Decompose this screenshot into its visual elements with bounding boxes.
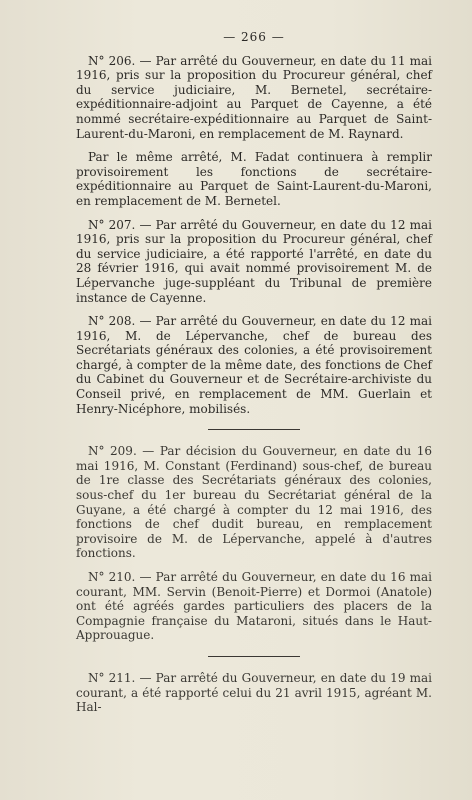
paragraph-211 [76, 671, 432, 715]
paragraph-text: — Par décision du Gouverneur, en date du 16 mai 1916, M. Constant (Ferdinand) sous-chef, de bureau de 1re classe des Secrétariats généraux des colonies, sous-chef du 1er bureau du Secrétariat général de la Guyane, a été chargé à compter du 12 mai 1916, des fonctions de chef dudit bureau, en remplacement provisoire de M. de Lépervanche, appelé à d'autres fonctions. [76, 444, 432, 561]
decree-number: N° 207. [88, 217, 136, 232]
paragraph-210 [76, 570, 432, 643]
decree-number: N° 206. [88, 53, 136, 68]
paragraph-206 [76, 54, 432, 142]
decree-number: N° 211. [88, 670, 136, 685]
decree-number: N° 209. [88, 444, 137, 459]
paragraph-209 [76, 444, 432, 561]
paragraph-text: — Par arrêté du Gouverneur, en date du 12 mai 1916, pris sur la proposition du Procureur général, chef du service judiciaire, a été rapporté l'arrêté, en date du 28 février 1916, qui avait nommé provisoirement M. de Lépervanche juge-suppléant du Tribunal de première instance de Cayenne. [76, 217, 432, 305]
paragraph-text: — Par arrêté du Gouverneur, en date du 12 mai 1916, M. de Lépervanche, chef de bureau des Secrétariats généraux des colonies, a été provisoirement chargé, à compter de la même date, des fonctions de Chef du Cabinet du Gouverneur et de Secrétaire-archiviste du Conseil privé, en remplacement de MM. Guerlain et Henry-Nicéphore, mobilisés. [76, 314, 432, 416]
paragraph-text: — Par arrêté du Gouverneur, en date du 11 mai 1916, pris sur la proposition du Procureur général, chef du service judiciaire, M. Bernetel, secrétaire-expéditionnaire-adjoint au Parquet de Cayenne, a été nommé secrétaire-expéditionnaire au Parquet de Saint-Laurent-du-Maroni, en remplacement de M. Raynard. [76, 53, 432, 141]
section-divider [208, 429, 300, 430]
section-divider [208, 656, 300, 657]
paragraph-208 [76, 314, 432, 416]
paragraph-text: Par le même arrêté, M. Fadat continuera à remplir provisoirement les fonctions de secrétaire-expéditionnaire au Parquet de Saint-Laurent-du-Maroni, en remplacement de M. Bernetel. [76, 150, 432, 208]
decree-number: N° 210. [88, 570, 136, 584]
paragraph-text: — Par arrêté du Gouverneur, en date du 16 mai courant, MM. Servin (Benoit-Pierre) et Dormoi (Anatole) ont été agréés gardes particuliers des placers de la Compagnie française du Mataroni, situés dans le Haut-Approuague. [76, 570, 432, 643]
paragraph-207 [76, 218, 432, 306]
decree-number: N° 208. [88, 314, 136, 329]
paragraph-text: — Par arrêté du Gouverneur, en date du 19 mai courant, a été rapporté celui du 21 avril 1915, agréant M. Hal- [76, 670, 432, 715]
page-number: — 266 — [223, 30, 285, 44]
paragraph-206-continuation [76, 150, 432, 208]
